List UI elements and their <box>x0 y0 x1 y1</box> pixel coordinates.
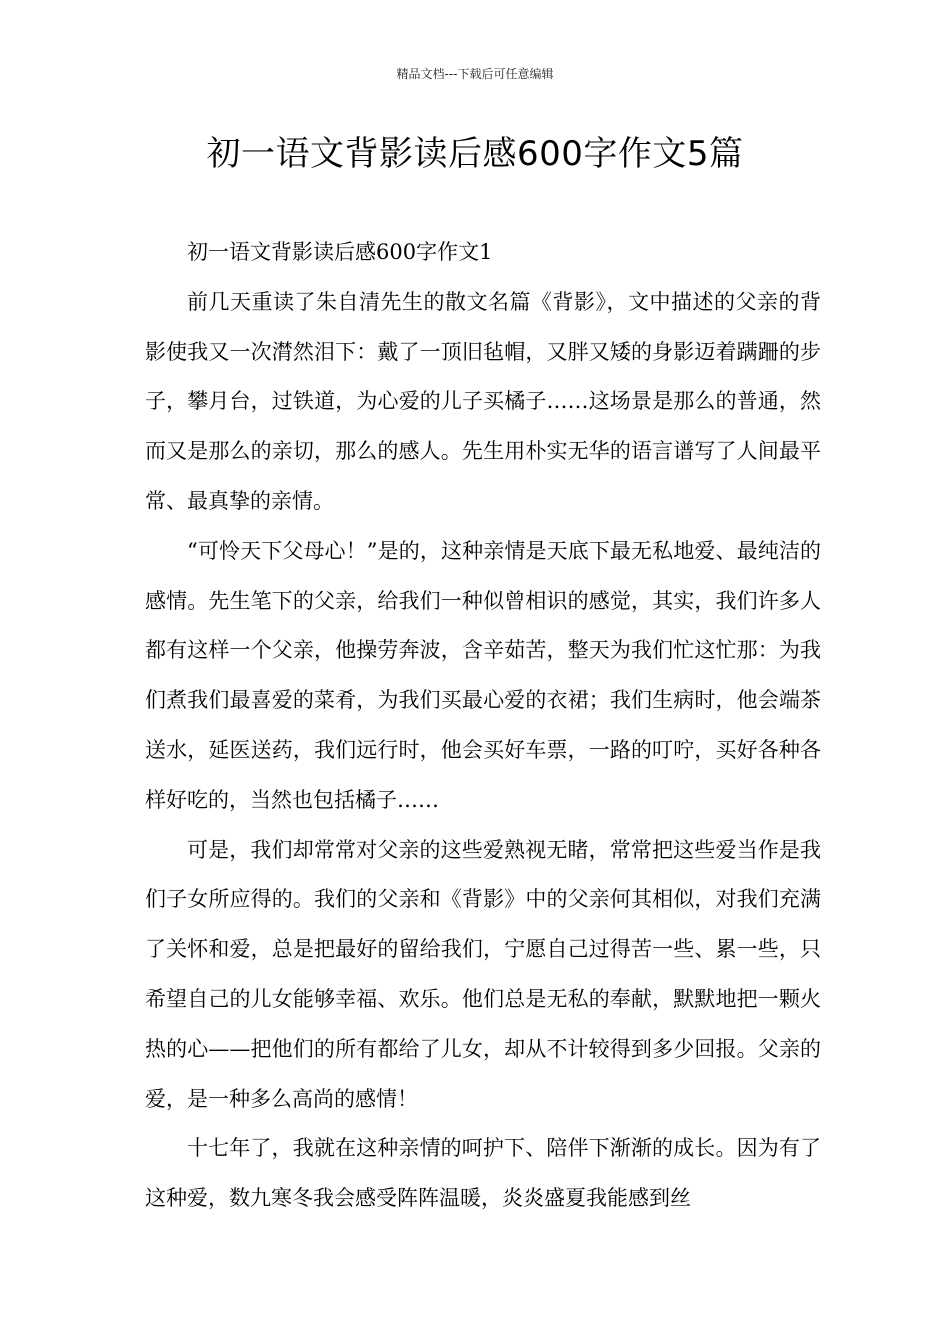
section-heading: 初一语文背影读后感600字作文1 <box>187 240 493 264</box>
paragraph: 可是，我们却常常对父亲的这些爱熟视无睹，常常把这些爱当作是我们子女所应得的。我们的父亲和《背影》中的父亲何其相似，对我们充满了关怀和爱，总是把最好的留给我们，宁愿自己过得苦一些、累一些，只希望自己的儿女能够幸福、欢乐。他们总是无私的奉献，默默地把一颗火热的心——把他们的所有都给了儿女，却从不计较得到多少回报。父亲的爱，是一种多么高尚的感情！ <box>145 837 821 1111</box>
page-header: 精品文档---下载后可任意编辑 <box>396 67 554 81</box>
document-title: 初一语文背影读后感600字作文5篇 <box>206 134 744 174</box>
paragraph: 十七年了，我就在这种亲情的呵护下、陪伴下渐渐的成长。因为有了这种爱，数九寒冬我会感受阵阵温暖，炎炎盛夏我能感到丝 <box>145 1136 821 1211</box>
paragraph: “可怜天下父母心！”是的，这种亲情是天底下最无私地爱、最纯洁的感情。先生笔下的父亲，给我们一种似曾相识的感觉，其实，我们许多人都有这样一个父亲，他操劳奔波，含辛茹苦，整天为我们忙这忙那：为我们煮我们最喜爱的菜肴，为我们买最心爱的衣裙；我们生病时，他会端茶送水，延医送药，我们远行时，他会买好车票，一路的叮咛，买好各种各样好吃的，当然也包括橘子…… <box>145 538 821 812</box>
paragraph: 前几天重读了朱自清先生的散文名篇《背影》，文中描述的父亲的背影使我又一次潸然泪下：戴了一顶旧毡帽，又胖又矮的身影迈着蹒跚的步子，攀月台，过铁道，为心爱的儿子买橘子……这场景是那么的普通，然而又是那么的亲切，那么的感人。先生用朴实无华的语言谱写了人间最平常、最真挚的亲情。 <box>145 289 821 513</box>
document-body <box>145 228 821 1224</box>
